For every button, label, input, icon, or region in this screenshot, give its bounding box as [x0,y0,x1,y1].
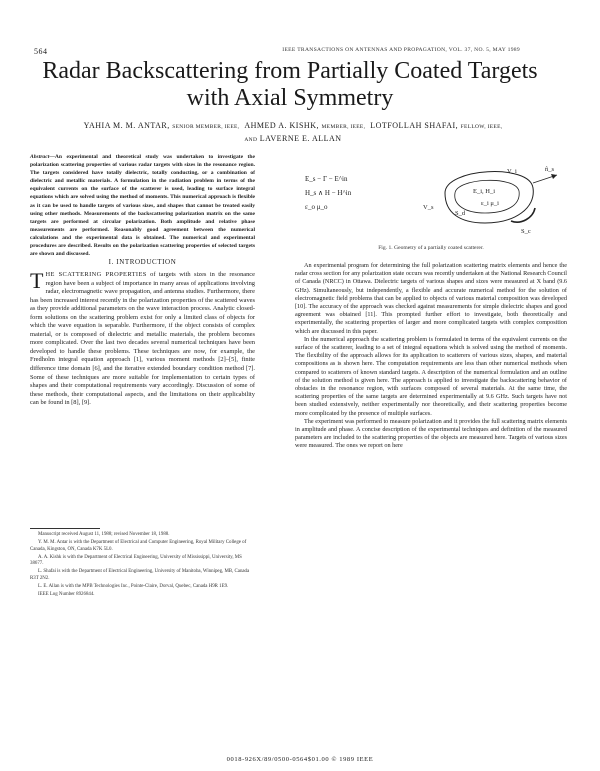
paragraph: The experiment was performed to measure polarization and it provides the full scattering matrix elements in amplitude and phase. A concise description of the experimental techniques and definition of the measured parameters are included to the scattering properties of the objects are measured here. Targets of various sizes were measured. The ones we report on here [295,417,567,450]
page-number: 564 [34,47,48,56]
footnote: Y. M. M. Antar is with the Department of Electrical and Computer Engineering, Royal Military College of Canada, Kingston, ON, Canada K7K 5L0. [30,539,247,552]
figure-eq-2: H_s ∧ H − H^in [305,189,352,197]
introduction-text [30,268,255,408]
figure-label-v: V_i [507,168,517,175]
paragraph: An experimental program for determining the full polarization scattering matrix elements and hence the radar cross section for any polarization state occurs was recently undertaken at the National Research Council of Canada (NRCC) in Ottawa. Dielectric targets of various shapes and sizes were measured at X band (9.6 GHz). Simultaneously, but independently, a flexible and accurate numerical method for the solution of electromagnetic field problems that can be applied to objects of various material composition was developed [10]. The accuracy of the approach was checked against measurements for simple dielectric shapes and good agreement was obtained [11]. This prompted further effort to investigate, both theoretically and experimentally, the scattering properties of larger and more complicated targets with complex composition which are discussed in this paper. [295,262,567,335]
section-heading-introduction: I. INTRODUCTION [108,258,177,266]
abstract-label: Abstract [30,154,50,160]
figure-label-sc: S_c [521,228,531,235]
figure-geometry [295,153,567,243]
right-column-text [295,262,567,451]
intro-body: of targets with sizes in the resonance region have been a subject of importance in many areas of applications involving radar, electromagnetic wave propagation, and antenna studies. Furthermore, there has been increased interest recently in the polarization properties of the scattered waves as they provide additional parameters on the wave interaction process. Analytic closed-form solutions on the scattering problem exist for only a limited class of objects for which the wave equation is separable. Furthermore, if the object consists of complex material, or is composed of dielectric and metallic materials, the problem becomes more complicated. Over the last two decades several numerical techniques have been developed to handle these problems. These techniques are now, for example, the Fredholm integral equation approach [1], various moment methods [2]–[5], finite difference time domain [6], and the iterative extended boundary condition method [7]. Some of these techniques are more suitable for implementation to certain types of shapes and their computational requirements vary accordingly. Discussion of some of these methods, their computational aspects, and the limitations on their applicability can be found in [8], [9]. [30,271,255,407]
author-and: AND [244,137,258,143]
author-kishk-role: MEMBER, IEEE, [321,124,366,130]
figure-label-e: ε_i μ_i [481,200,499,207]
title-line-1: Radar Backscattering from Partially Coated Targets [42,58,538,84]
journal-header: IEEE TRANSACTIONS ON ANTENNAS AND PROPAGATION, VOL. 37, NO. 5, MAY 1989 [282,47,520,53]
footnote: IEEE Log Number 8926844. [38,591,95,597]
intro-lead: HE SCATTERING PROPERTIES [45,271,147,278]
footnote: L. Shafai is with the Department of Electrical Engineering, University of Manitoba, Winnipeg, MB, Canada R3T 2N2. [30,569,250,581]
inner-region-outline [455,180,519,213]
copyright-footer: 0018-926X/89/0500-0564$01.00 © 1989 IEEE [226,756,374,763]
figure-label-inner: E_i, H_i [473,188,496,195]
paper-title [30,58,550,112]
figure-eq-1: E_s − Γ − E^in [305,175,348,183]
figure-label-n: n̂_s [545,166,555,173]
figure-caption: Fig. 1. Geometry of a partially coated scatterer. [378,245,484,251]
abstract-text: —An experimental and theoretical study was undertaken to investigate the polarization scattering properties of various radar targets with sizes in the resonance region. The targets considered have totally dielectric, totally conducting, or a combination of dielectric and metallic materials. A formulation in the radiation problem in terms of the equivalent currents on the surface of the scatterer is used, leading to surface integral equations which are solved using the method of moments. This numerical approach is flexible as it can be used to handle targets of various sizes, and shapes that cannot be treated easily using other methods. Measurements of the backscattering polarization matrix on the same targets are performed at circular polarization. Both amplitude and relative phase measurements are performed. Reasonably good agreement between the numerical calculations and the experimental data is obtained. The numerical and experimental procedures are described. Results on the polarization scattering properties of selected targets are shown and discussed. [30,154,255,258]
figure-drawing [295,153,567,243]
author-list [28,120,558,146]
paragraph: In the numerical approach the scattering problem is formulated in terms of the equivalent currents on the surface of the scatterer, leading to a set of integral equations which is solved using the method of moments. The flexibility of the approach allows for its application to scatterers of various sizes, shapes, and material compositions as is shown here. The computation requirements are less than other numerical methods when compared to scatterers of known standard targets. A description of the numerical formulation and an outline of the solution method is given here. The approach is applied to investigate the backscattering behavior of obstacles in the resonance region, with surfaces composed of several materials. At the same time, the scattering properties of the same targets are determined experimentally at 9.6 GHz. Such targets have not been studied extensively, neither experimentally nor theoretically, and their scattering properties become more complicated by the presence of multiple surfaces. [295,335,567,417]
author-kishk: AHMED A. KISHK, [244,121,319,130]
author-antar: YAHIA M. M. ANTAR, [83,121,170,130]
title-line-2: with Axial Symmetry [186,85,394,111]
drop-cap: T [30,268,44,293]
footnote: A. A. Kishk is with the Department of Electrical Engineering, University of Mississippi, University, MS 38677. [30,554,242,567]
footnote: Manuscript received August 11, 1988; revised November 18, 1988. [38,532,170,537]
figure-eq-3: ε_o μ_o [305,203,328,211]
figure-label-vs: V_s [423,204,434,211]
author-antar-role: SENIOR MEMBER, IEEE, [172,124,240,130]
coating-outline [511,208,535,222]
figure-label-sd: S_d [455,210,466,217]
footnote: L. E. Allan is with the MPB Technologies Inc., Pointe-Claire, Dorval, Quebec, Canada H9R 1E9. [38,583,229,589]
author-shafai: LOTFOLLAH SHAFAI, [370,121,459,130]
abstract [30,153,255,258]
footnotes [30,532,255,600]
author-allan: LAVERNE E. ALLAN [259,134,342,143]
footnote-rule [30,528,100,529]
author-shafai-role: FELLOW, IEEE, [460,124,503,130]
